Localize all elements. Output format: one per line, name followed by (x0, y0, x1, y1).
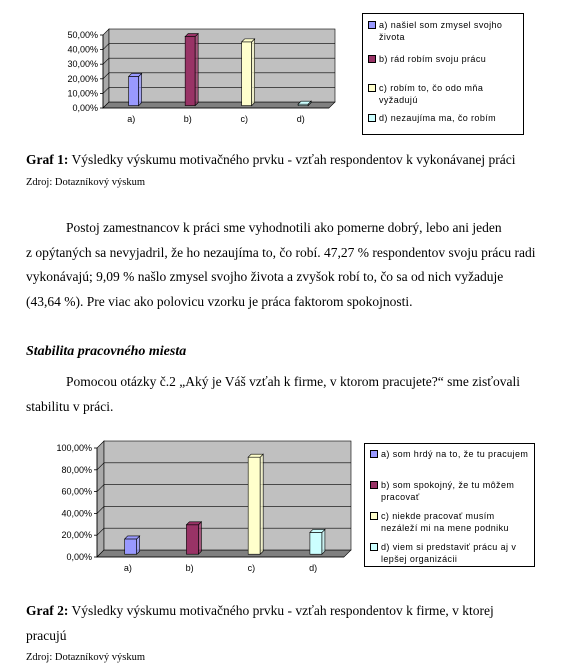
legend-swatch (370, 512, 378, 520)
chart1-bar-side-3 (252, 39, 255, 106)
figure2-legend (364, 443, 535, 567)
legend-label: b) rád robím svoju prácu (379, 54, 487, 64)
chart2-bar-top-2 (186, 522, 201, 525)
chart2-bar-3 (248, 457, 260, 554)
chart1-x-tick-label: d) (296, 114, 305, 124)
figure2-caption-text: Výsledky výskumu motivačného prvku - vzťah respondentov k firme, v ktorej (68, 603, 494, 618)
legend-swatch (368, 84, 376, 92)
figure2-chart (0, 430, 368, 580)
chart2-y-tick-label: 100,00% (56, 443, 92, 453)
chart1-y-tick-label: 50,00% (67, 30, 98, 40)
chart2-y-tick-label: 0,00% (66, 552, 92, 562)
figure2-chart-svg (0, 430, 368, 580)
chart2-bar-top-3 (248, 454, 263, 457)
paragraph-work-attitude (26, 216, 556, 314)
legend1-item-b (368, 53, 521, 65)
chart2-x-tick-label: b) (185, 563, 194, 573)
chart1-bar-1 (129, 76, 139, 105)
chart1-side-wall (103, 29, 109, 108)
chart1-x-tick-label: b) (183, 114, 192, 124)
chart2-bar-1 (125, 539, 137, 554)
paragraph-line: (43,64 %). Pre viac ako polovicu vzorku je práca faktorom spokojnosti. (26, 293, 413, 309)
legend-label: a) našiel som zmysel svojho života (379, 20, 503, 42)
chart1-plot-area (109, 29, 335, 102)
figure1-chart (0, 0, 360, 135)
figure2-caption-label: Graf 2: (26, 603, 69, 618)
paragraph-line: vykonávajú; 9,09 % našlo zmysel svojho života a zvyšok robí to, čo sa od nich vyžaduje (26, 269, 504, 284)
chart2-bar-top-4 (310, 529, 325, 532)
legend-swatch (368, 114, 376, 122)
chart2-x-tick-label: c) (247, 563, 256, 573)
paragraph-line: Postoj zamestnancov k práci sme vyhodnotili ako pomerne dobrý, lebo ani jeden (66, 220, 502, 235)
chart1-y-tick-label: 10,00% (67, 88, 98, 99)
figure2-source: Zdroj: Dotazníkový výskum (26, 652, 145, 663)
chart2-y-tick-label: 60,00% (61, 486, 92, 497)
chart1-y-tick-label: 0,00% (72, 103, 98, 113)
paragraph-line: Pomocou otázky č.2 „Aký je Váš vzťah k firme, v ktorom pracujete?“ sme zisťovali (66, 374, 521, 389)
legend-label: c) niekde pracovať musím nezáleží mi na mene podniku (381, 511, 509, 533)
chart2-bar-side-4 (322, 529, 325, 554)
chart1-y-tick-label: 20,00% (67, 73, 98, 84)
legend-swatch (370, 450, 378, 458)
figure2-caption (26, 601, 566, 646)
legend1-item-d (368, 112, 521, 124)
figure1-caption-label: Graf 1: (26, 152, 69, 167)
chart1-bar-side-1 (139, 73, 142, 105)
chart2-y-tick-label: 80,00% (61, 464, 92, 475)
chart1-x-tick-label: c) (240, 114, 248, 124)
legend-swatch (368, 55, 376, 63)
chart2-bar-top-1 (125, 536, 140, 539)
legend-swatch (370, 543, 378, 551)
legend-label: c) robím to, čo odo mňa vyžadujú (379, 83, 484, 105)
legend-label: a) som hrdý na to, že tu pracujem (381, 449, 529, 459)
legend-swatch (368, 21, 376, 29)
chart1-bar-side-2 (195, 34, 198, 106)
figure2-caption-line2: pracujú (26, 628, 67, 643)
chart1-bar-2 (185, 37, 195, 106)
chart2-y-tick-label: 20,00% (61, 530, 92, 541)
paragraph-line: z opýtaných sa nevyjadril, že ho nezaujíma to, čo robí. 47,27 % respondentov svoju prácu radi (26, 244, 536, 260)
figure1-source: Zdroj: Dotazníkový výskum (26, 177, 145, 188)
chart2-side-wall (97, 441, 104, 557)
chart2-bar-2 (186, 525, 198, 554)
legend1-item-c (368, 82, 521, 106)
legend-label: b) som spokojný, že tu môžem pracovať (381, 480, 515, 502)
legend-swatch (370, 481, 378, 489)
paragraph-line: stabilitu v práci. (26, 398, 114, 414)
chart2-bar-side-2 (198, 522, 201, 554)
chart2-bar-side-3 (260, 454, 263, 554)
legend1-item-a (368, 19, 521, 43)
chart2-x-tick-label: d) (309, 563, 318, 573)
legend2-item-d (370, 541, 532, 565)
chart1-x-tick-label: a) (127, 114, 136, 124)
chart1-bar-3 (242, 42, 252, 106)
legend-label: d) nezaujíma ma, čo robím (379, 113, 497, 123)
figure1-caption-text: Výsledky výskumu motivačného prvku - vzťah respondentov k vykonávanej práci (68, 152, 516, 167)
legend2-item-a (370, 448, 532, 460)
section-heading: Stabilita pracovného miesta (26, 344, 187, 359)
figure1-caption (26, 150, 516, 170)
chart1-y-tick-label: 40,00% (67, 44, 98, 55)
legend2-item-c (370, 510, 532, 534)
chart1-y-tick-label: 30,00% (67, 59, 98, 70)
legend-label: d) viem si predstaviť prácu aj v lepšej organizácii (381, 542, 517, 564)
legend2-item-b (370, 479, 532, 503)
figure1-legend (362, 13, 524, 135)
chart2-bar-4 (310, 532, 322, 554)
chart2-x-tick-label: a) (123, 563, 132, 573)
chart2-y-tick-label: 40,00% (61, 508, 92, 519)
figure1-chart-svg (0, 0, 360, 135)
paragraph-stability (26, 370, 556, 419)
